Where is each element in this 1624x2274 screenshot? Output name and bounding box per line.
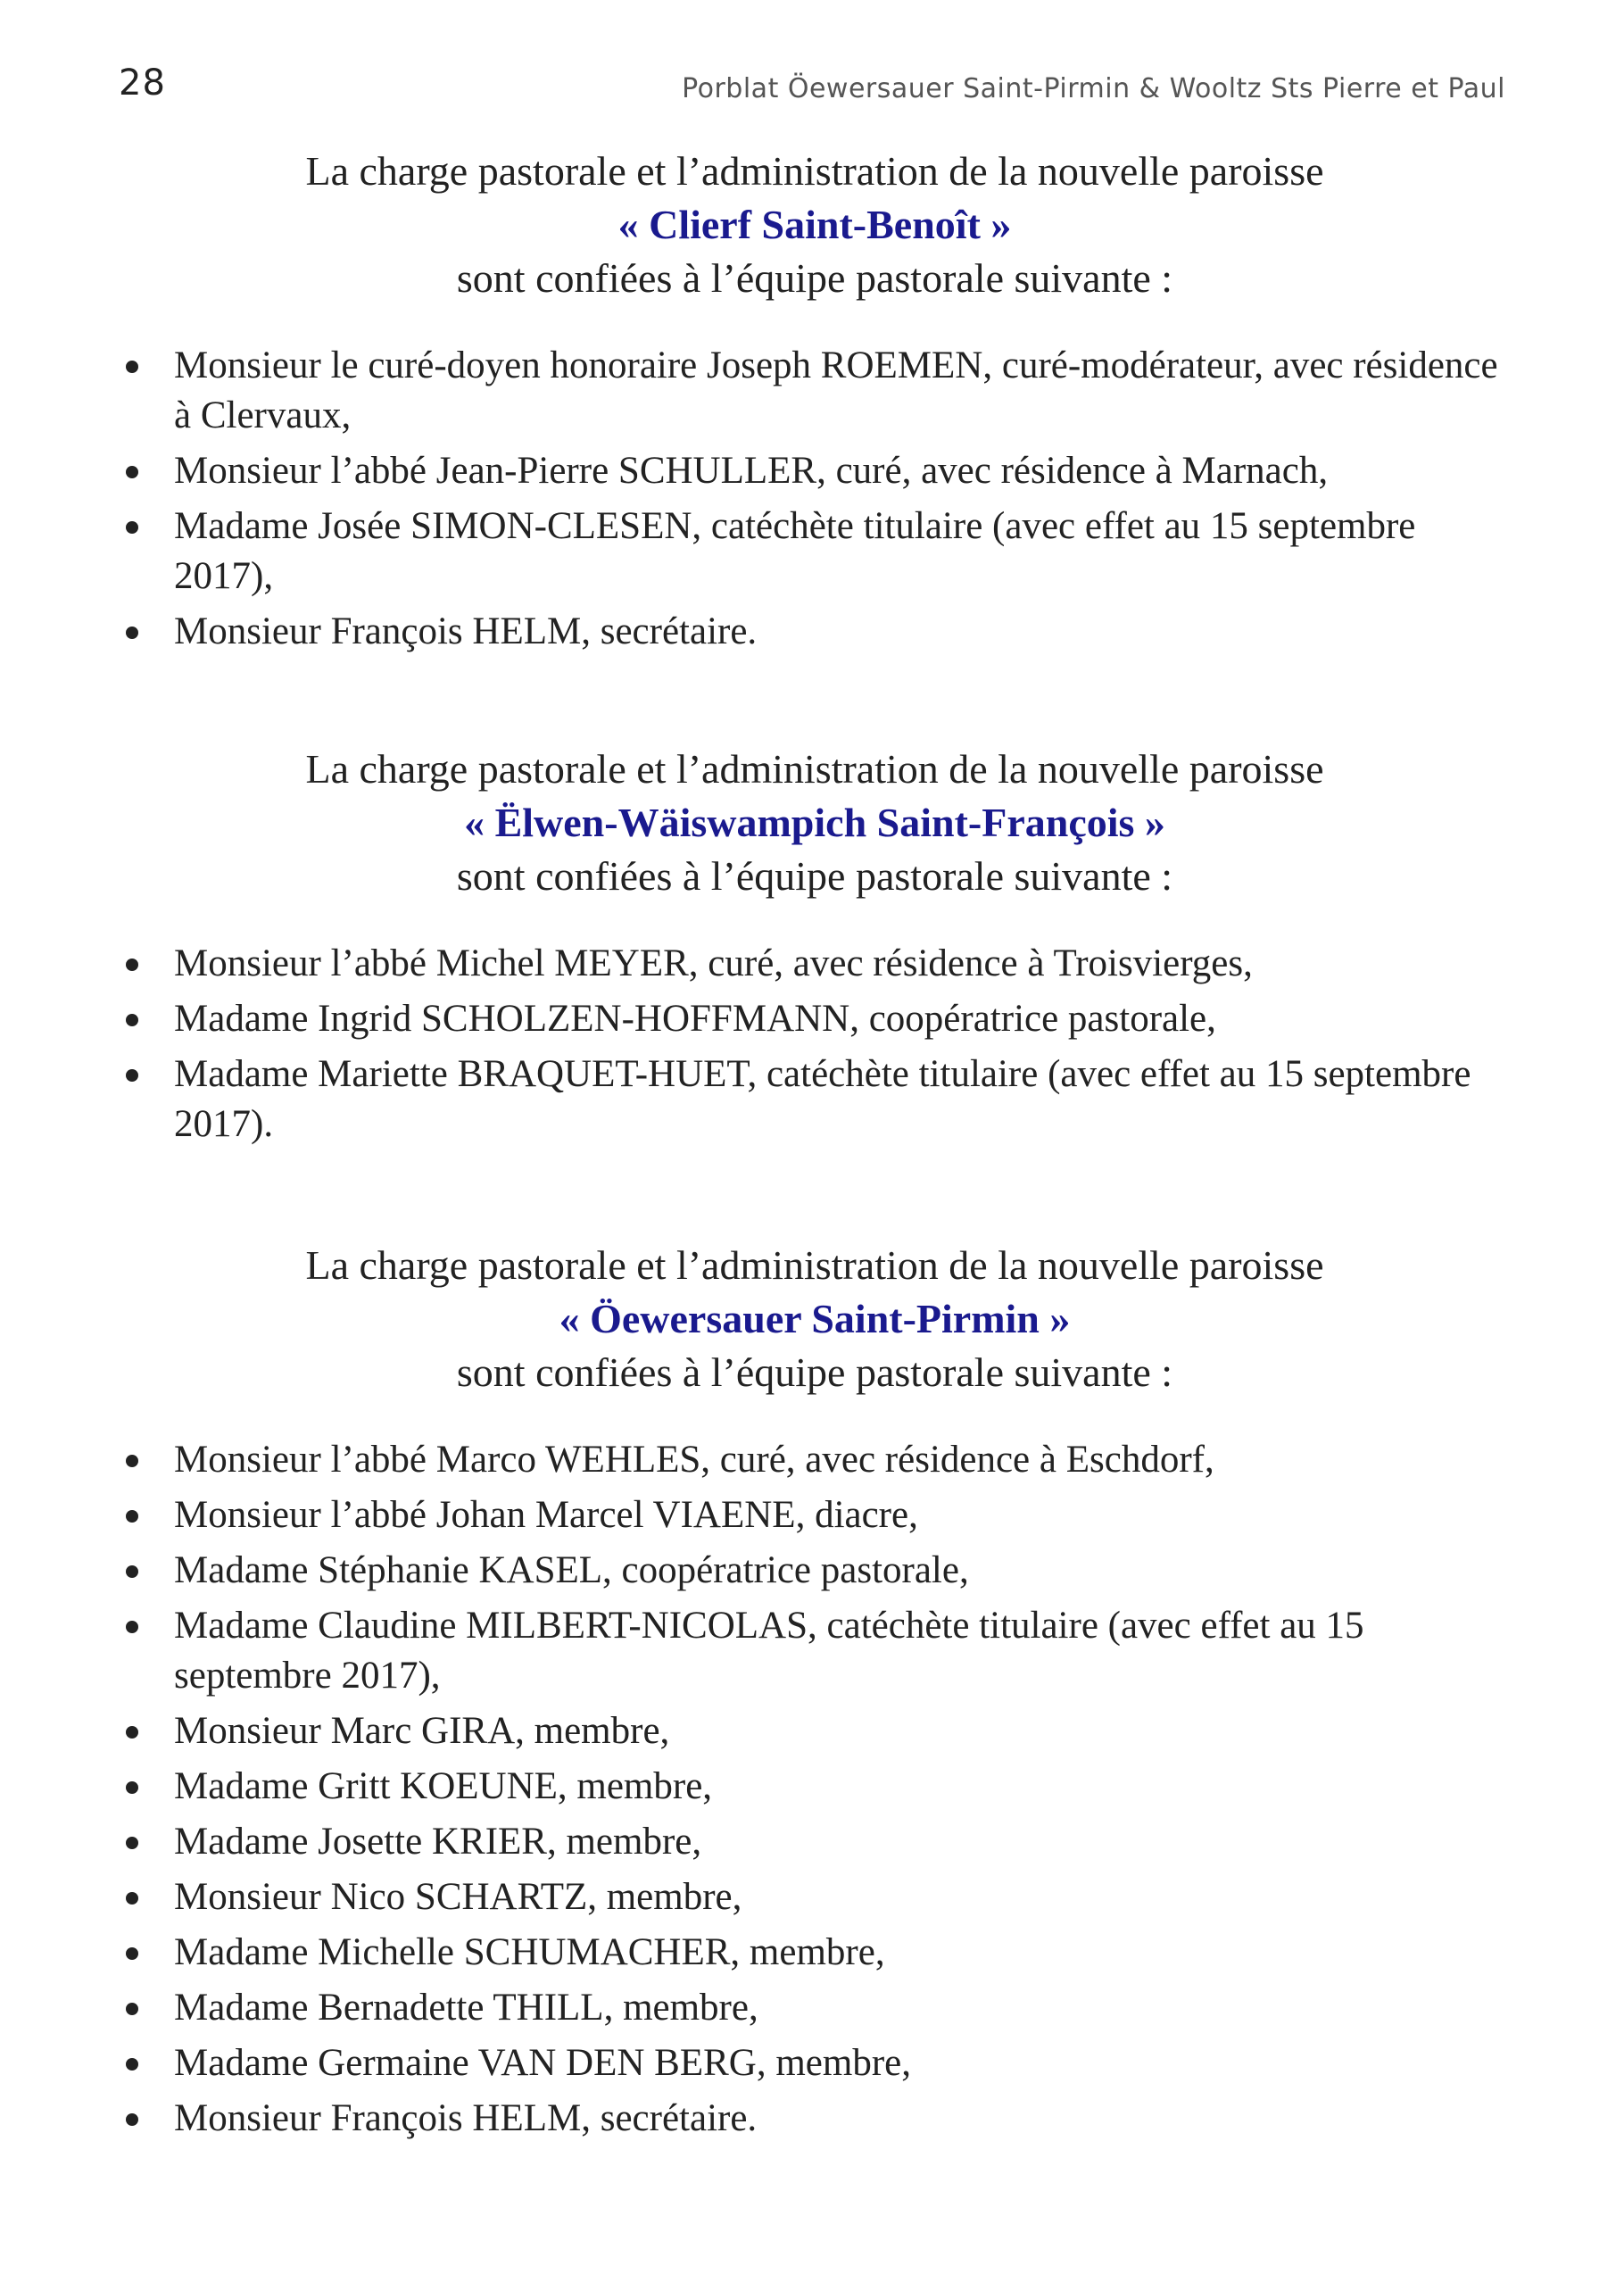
bullet-icon	[126, 1565, 138, 1578]
member-text: Monsieur Marc GIRA, membre,	[174, 1710, 670, 1752]
member-text: Monsieur Nico SCHARTZ, membre,	[174, 1876, 742, 1918]
list-item	[119, 1928, 1511, 1978]
bullet-icon	[126, 361, 138, 373]
intro-line: La charge pastorale et l’administration de la nouvelle paroisse	[305, 1242, 1324, 1288]
list-item	[119, 1435, 1511, 1485]
member-list	[119, 1435, 1511, 2144]
section-intro	[119, 1239, 1511, 1399]
member-list	[119, 939, 1511, 1149]
intro-line: sont confiées à l’équipe pastorale suivante :	[456, 1349, 1173, 1395]
parish-section-clierf	[119, 145, 1511, 662]
running-header: Porblat Öewersauer Saint-Pirmin & Wooltz Sts Pierre et Paul	[682, 73, 1505, 104]
section-intro	[119, 743, 1511, 903]
member-text: Madame Claudine MILBERT-NICOLAS, catéchète titulaire (avec effet au 15 septembre 2017),	[174, 1605, 1364, 1697]
member-text: Madame Gritt KOEUNE, membre,	[174, 1765, 713, 1807]
member-text: Madame Bernadette THILL, membre,	[174, 1987, 758, 2029]
bullet-icon	[126, 1892, 138, 1905]
list-item	[119, 502, 1511, 602]
bullet-icon	[126, 1510, 138, 1523]
member-text: Monsieur l’abbé Marco WEHLES, curé, avec résidence à Eschdorf,	[174, 1439, 1214, 1481]
bullet-icon	[126, 1726, 138, 1739]
bullet-icon	[126, 959, 138, 971]
member-text: Monsieur l’abbé Michel MEYER, curé, avec résidence à Troisvierges,	[174, 942, 1253, 984]
list-item	[119, 1490, 1511, 1540]
list-item	[119, 1050, 1511, 1149]
list-item	[119, 446, 1511, 496]
member-text: Monsieur le curé-doyen honoraire Joseph ROEMEN, curé-modérateur, avec résidence à Clervaux,	[174, 344, 1498, 436]
member-text: Madame Ingrid SCHOLZEN-HOFFMANN, coopératrice pastorale,	[174, 998, 1216, 1040]
list-item	[119, 1601, 1511, 1701]
list-item	[119, 1817, 1511, 1867]
intro-line: sont confiées à l’équipe pastorale suivante :	[456, 255, 1173, 301]
bullet-icon	[126, 1069, 138, 1082]
page-number: 28	[119, 62, 166, 104]
list-item	[119, 2038, 1511, 2088]
member-text: Madame Germaine VAN DEN BERG, membre,	[174, 2042, 911, 2084]
parish-section-elwen	[119, 743, 1511, 1155]
list-item	[119, 994, 1511, 1044]
member-list	[119, 341, 1511, 657]
member-text: Monsieur François HELM, secrétaire.	[174, 2097, 758, 2139]
list-item	[119, 1762, 1511, 1812]
member-text: Madame Stéphanie KASEL, coopératrice pastorale,	[174, 1549, 969, 1591]
bullet-icon	[126, 2113, 138, 2126]
list-item	[119, 1706, 1511, 1756]
intro-line: La charge pastorale et l’administration de la nouvelle paroisse	[305, 148, 1324, 194]
list-item	[119, 2094, 1511, 2144]
bullet-icon	[126, 1947, 138, 1960]
section-intro	[119, 145, 1511, 305]
member-text: Madame Josée SIMON-CLESEN, catéchète titulaire (avec effet au 15 septembre 2017),	[174, 505, 1416, 597]
list-item	[119, 1872, 1511, 1922]
bullet-icon	[126, 2058, 138, 2071]
member-text: Monsieur l’abbé Johan Marcel VIAENE, diacre,	[174, 1494, 918, 1536]
member-text: Monsieur François HELM, secrétaire.	[174, 610, 758, 652]
list-item	[119, 1546, 1511, 1596]
bullet-icon	[126, 1781, 138, 1794]
list-item	[119, 1983, 1511, 2033]
bullet-icon	[126, 521, 138, 534]
bullet-icon	[126, 2003, 138, 2015]
list-item	[119, 341, 1511, 441]
parish-name: « Ëlwen-Wäiswampich Saint-François »	[464, 800, 1165, 845]
parish-section-oewersauer	[119, 1239, 1511, 2149]
list-item	[119, 939, 1511, 989]
member-text: Monsieur l’abbé Jean-Pierre SCHULLER, curé, avec résidence à Marnach,	[174, 450, 1329, 492]
parish-name: « Clierf Saint-Benoît »	[617, 202, 1012, 247]
intro-line: sont confiées à l’équipe pastorale suivante :	[456, 853, 1173, 899]
bullet-icon	[126, 627, 138, 639]
member-text: Madame Mariette BRAQUET-HUET, catéchète titulaire (avec effet au 15 septembre 2017).	[174, 1053, 1471, 1145]
bullet-icon	[126, 1621, 138, 1633]
intro-line: La charge pastorale et l’administration de la nouvelle paroisse	[305, 746, 1324, 792]
parish-name: « Öewersauer Saint-Pirmin »	[559, 1296, 1071, 1341]
list-item	[119, 607, 1511, 657]
bullet-icon	[126, 1837, 138, 1849]
bullet-icon	[126, 1455, 138, 1467]
bullet-icon	[126, 1014, 138, 1026]
bullet-icon	[126, 466, 138, 478]
member-text: Madame Michelle SCHUMACHER, membre,	[174, 1931, 885, 1973]
member-text: Madame Josette KRIER, membre,	[174, 1821, 702, 1863]
